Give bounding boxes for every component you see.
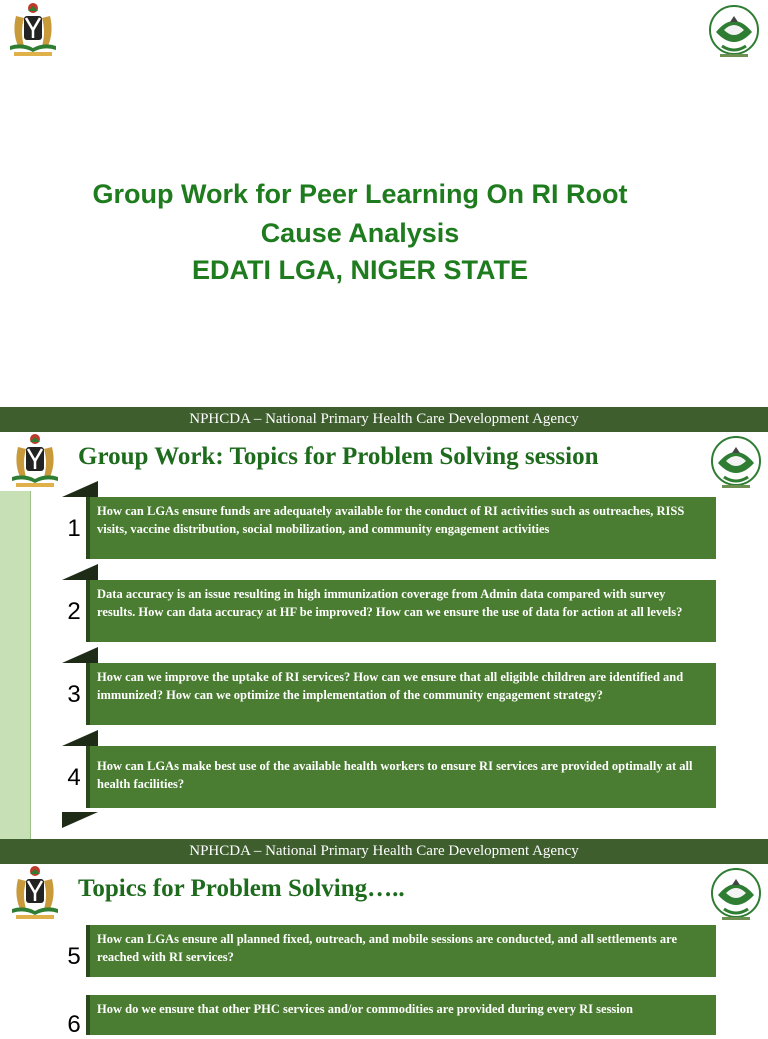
agency-banner: NPHCDA – National Primary Health Care Development Agency	[0, 407, 768, 432]
tab-marker	[62, 564, 98, 580]
title-line-1: Group Work for Peer Learning On RI Root	[92, 179, 628, 209]
left-accent-strip	[0, 491, 30, 839]
tab-marker	[62, 730, 98, 746]
topic-number: 4	[62, 764, 86, 792]
agency-banner: NPHCDA – National Primary Health Care Development Agency	[0, 839, 768, 864]
tab-marker	[62, 481, 98, 497]
left-strip-edge	[30, 491, 31, 839]
topic-text: How can LGAs ensure funds are adequately available for the conduct of RI activities such as outreaches, RISS visits, vaccine distribution, social mobilization, and community engagement activities	[86, 497, 716, 559]
topic-text: How can we improve the uptake of RI services? How can we ensure that all eligible children are identified and immunized? How can we optimize the implementation of the community engagement strategy?	[86, 663, 716, 725]
nigeria-coat-of-arms-icon	[4, 865, 66, 923]
topic-number: 3	[62, 681, 86, 709]
topics-slide-2	[0, 839, 768, 1038]
topic-number: 6	[62, 1011, 86, 1039]
nphcda-seal-icon	[702, 2, 766, 62]
slide-title: Topics for Problem Solving…..	[78, 875, 405, 902]
topic-number: 2	[62, 598, 86, 626]
topic-number: 5	[62, 943, 86, 971]
topic-number: 1	[62, 515, 86, 543]
topics-slide-1	[0, 407, 768, 839]
topic-text: How can LGAs make best use of the available health workers to ensure RI services are provided optimally at all health facilities?	[86, 746, 716, 808]
title-line-3: EDATI LGA, NIGER STATE	[192, 255, 528, 285]
slide-title: Group Work: Topics for Problem Solving session	[78, 443, 599, 470]
topic-text: How do we ensure that other PHC services and/or commodities are provided during every RI session	[86, 995, 716, 1035]
tab-marker	[62, 812, 98, 828]
nigeria-coat-of-arms-icon	[4, 433, 66, 491]
nphcda-seal-icon	[704, 865, 768, 925]
topic-text: How can LGAs ensure all planned fixed, outreach, and mobile sessions are conducted, and all settlements are reached with RI services?	[86, 925, 716, 977]
tab-marker	[62, 647, 98, 663]
presentation-title	[40, 175, 680, 253]
title-slide	[0, 0, 768, 407]
topic-text: Data accuracy is an issue resulting in high immunization coverage from Admin data compared with survey results. How can data accuracy at HF be improved? How can we ensure the use of data for action at all levels?	[86, 580, 716, 642]
presentation-subtitle	[40, 254, 680, 287]
nphcda-seal-icon	[704, 433, 768, 493]
title-line-2: Cause Analysis	[260, 218, 460, 248]
nigeria-coat-of-arms-icon	[2, 2, 64, 60]
